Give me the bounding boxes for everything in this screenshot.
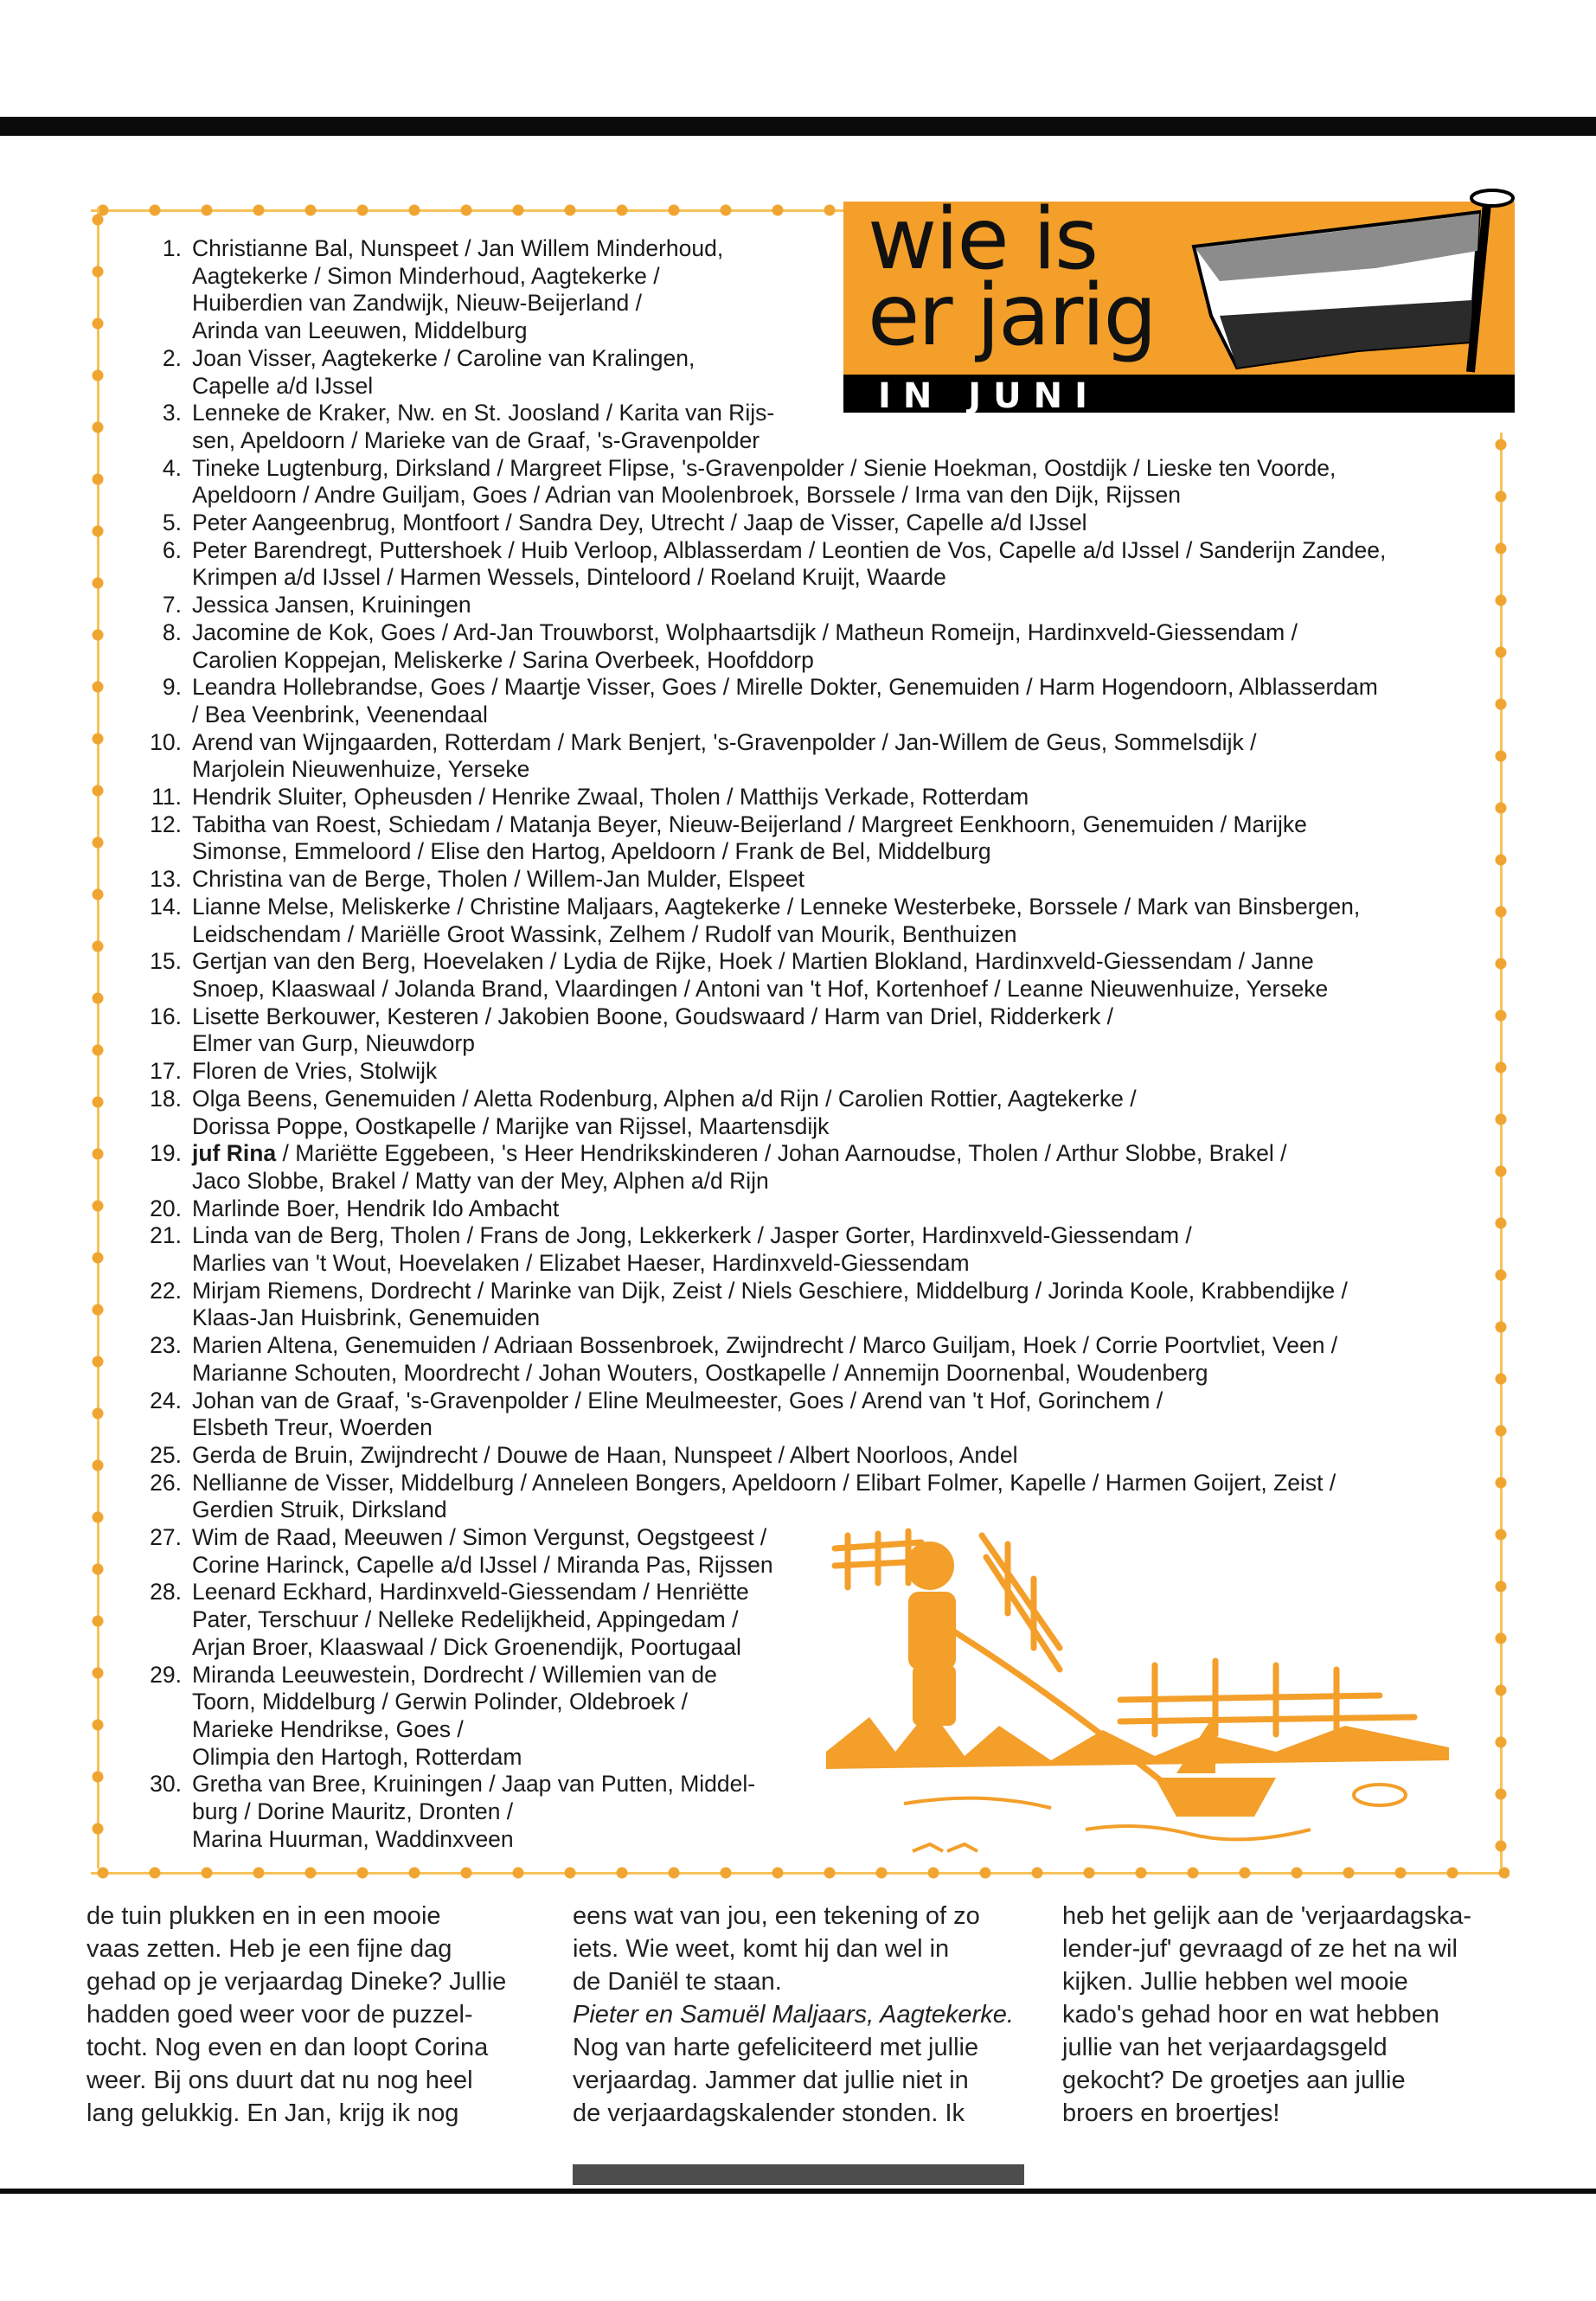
birthday-line: Snoep, Klaaswaal / Jolanda Brand, Vlaardingen / Antoni van 't Hof, Kortenhoef / Leanne Nieuwenhuize, Yerseke <box>192 975 1329 1002</box>
birthday-item <box>138 729 1524 784</box>
birthday-line: Marina Huurman, Waddinxveen <box>192 1825 514 1852</box>
birthday-line: Lianne Melse, Meliskerke / Christine Maljaars, Aagtekerke / Lenneke Westerbeke, Borssele / Mark van Binsbergen, <box>192 893 1361 920</box>
ornament-bottom <box>91 1862 1509 1884</box>
birthday-line: Marianne Schouten, Moordrecht / Johan Wouters, Oostkapelle / Annemijn Doornenbal, Woudenberg <box>192 1359 1208 1386</box>
birthday-item <box>138 948 1524 1003</box>
signature: Pieter en Samuël Maljaars, Aagtekerke. <box>573 2001 1014 2029</box>
birthday-item <box>138 674 1524 728</box>
day-number: 29. <box>150 1661 182 1688</box>
column-line: broers en broertjes! <box>1062 2099 1280 2127</box>
column-line: Nog van harte gefeliciteerd met jullie <box>573 2034 979 2061</box>
day-number: 4. <box>162 454 182 481</box>
birthday-item <box>138 1579 849 1661</box>
birthday-item <box>138 1195 1524 1223</box>
birthday-line: Joan Visser, Aagtekerke / Caroline van Kralingen, <box>192 344 695 371</box>
column-1 <box>87 1900 536 2130</box>
bold-name: juf Rina <box>192 1140 277 1167</box>
birthday-line: Johan van de Graaf, 's-Gravenpolder / Eline Meulmeester, Goes / Arend van 't Hof, Gorinchem / <box>192 1387 1163 1413</box>
birthday-item <box>138 537 1524 592</box>
day-number: 5. <box>162 510 182 536</box>
birthday-item <box>138 619 1524 674</box>
column-3 <box>1062 1900 1512 2130</box>
day-number: 1. <box>162 235 182 261</box>
birthday-line: Jaco Slobbe, Brakel / Matty van der Mey, Alphen a/d Rijn <box>192 1167 769 1194</box>
birthday-line: Elmer van Gurp, Nieuwdorp <box>192 1030 475 1057</box>
day-number: 18. <box>150 1085 182 1112</box>
header-subtitle: IN JUNI <box>878 376 1100 416</box>
birthday-line: Christianne Bal, Nunspeet / Jan Willem Minderhoud, <box>192 235 724 261</box>
day-number: 2. <box>162 344 182 371</box>
birthday-line: Peter Barendregt, Puttershoek / Huib Verloop, Alblasserdam / Leontien de Vos, Capelle a/d IJssel / Sanderijn Zandee, <box>192 536 1387 563</box>
boy-fishing-illustration <box>826 1518 1458 1864</box>
birthday-line: Simonse, Emmeloord / Elise den Hartog, Apeldoorn / Frank de Bel, Middelburg <box>192 838 991 865</box>
title-line-1: wie is <box>868 190 1098 289</box>
birthday-line: / Bea Veenbrink, Veenendaal <box>192 701 488 727</box>
column-line: kijken. Jullie hebben wel mooie <box>1062 1968 1408 1996</box>
birthday-line: Lenneke de Kraker, Nw. en St. Joosland / Karita van Rijs- <box>192 400 775 426</box>
birthday-line: Miranda Leeuwestein, Dordrecht / Willemien van de <box>192 1661 717 1688</box>
birthday-line: Jessica Jansen, Kruiningen <box>192 592 471 619</box>
day-number: 13. <box>150 866 182 893</box>
birthday-line: Peter Aangeenbrug, Montfoort / Sandra Dey, Utrecht / Jaap de Visser, Capelle a/d IJssel <box>192 510 1087 536</box>
birthday-line: Marjolein Nieuwenhuize, Yerseke <box>192 756 530 783</box>
birthday-item <box>138 1140 1524 1195</box>
column-line: eens wat van jou, een tekening of zo <box>573 1902 980 1930</box>
birthday-item <box>138 1058 1524 1086</box>
birthday-line: Mirjam Riemens, Dordrecht / Marinke van Dijk, Zeist / Niels Geschiere, Middelburg / Jorinda Koole, Krabbendijke / <box>192 1277 1348 1304</box>
birthday-line: Klaas-Jan Huisbrink, Genemuiden <box>192 1304 541 1331</box>
birthday-item <box>138 235 880 345</box>
birthday-line: Arinda van Leeuwen, Middelburg <box>192 317 528 344</box>
day-number: 28. <box>150 1579 182 1606</box>
birthday-item <box>138 1388 1524 1442</box>
birthday-line: Corine Harinck, Capelle a/d IJssel / Miranda Pas, Rijssen <box>192 1551 773 1578</box>
birthday-line: Tineke Lugtenburg, Dirksland / Margreet Flipse, 's-Gravenpolder / Sienie Hoekman, Oostdijk / Lieske ten Voorde, <box>192 454 1336 481</box>
day-number: 21. <box>150 1222 182 1249</box>
birthday-item <box>138 1524 849 1579</box>
birthday-line: Arend van Wijngaarden, Rotterdam / Mark Benjert, 's-Gravenpolder / Jan-Willem de Geus, Sommelsdijk / <box>192 728 1257 755</box>
column-line: iets. Wie weet, komt hij dan wel in <box>573 1935 950 1963</box>
birthday-item <box>138 1086 1524 1140</box>
birthday-item <box>138 1003 1524 1058</box>
column-line: gekocht? De groetjes aan jullie <box>1062 2067 1406 2094</box>
birthday-line: Leenard Eckhard, Hardinxveld-Giessendam / Henriëtte <box>192 1579 749 1606</box>
day-number: 3. <box>162 400 182 426</box>
column-line: de verjaardagskalender stonden. Ik <box>573 2099 965 2127</box>
birthday-line: Gertjan van den Berg, Hoevelaken / Lydia de Rijke, Hoek / Martien Blokland, Hardinxveld-Giessendam / Janne <box>192 948 1314 975</box>
birthday-line: burg / Dorine Mauritz, Dronten / <box>192 1798 514 1825</box>
column-line: lender-juf' gevraagd of ze het na wil <box>1062 1935 1458 1963</box>
day-number: 26. <box>150 1469 182 1496</box>
day-number: 9. <box>162 674 182 701</box>
bottom-black-bar <box>0 2189 1596 2194</box>
day-number: 14. <box>150 893 182 920</box>
birthday-line: Marlinde Boer, Hendrik Ido Ambacht <box>192 1195 560 1221</box>
birthday-line: Apeldoorn / Andre Guiljam, Goes / Adrian van Moolenbroek, Borssele / Irma van den Dijk, Rijssen <box>192 482 1182 509</box>
birthday-item <box>138 345 880 400</box>
birthday-item <box>138 866 1524 894</box>
birthday-line: Gerdien Struik, Dirksland <box>192 1497 447 1523</box>
birthday-line: Pater, Terschuur / Nelleke Redelijkheid, Appingedam / <box>192 1606 739 1633</box>
birthday-line: Carolien Koppejan, Meliskerke / Sarina Overbeek, Hoofddorp <box>192 646 814 673</box>
column-line: verjaardag. Jammer dat jullie niet in <box>573 2067 969 2094</box>
birthday-line <box>192 1140 1524 1168</box>
column-line: lang gelukkig. En Jan, krijg ik nog <box>87 2099 459 2127</box>
birthday-line: Marlies van 't Wout, Hoevelaken / Elizabet Haeser, Hardinxveld-Giessendam <box>192 1250 970 1277</box>
birthday-line: Christina van de Berge, Tholen / Willem-Jan Mulder, Elspeet <box>192 866 804 893</box>
column-line: tocht. Nog even en dan loopt Corina <box>87 2034 489 2061</box>
birthday-item <box>138 1771 849 1853</box>
birthday-line: Marien Altena, Genemuiden / Adriaan Bossenbroek, Zwijndrecht / Marco Guiljam, Hoek / Corrie Poortvliet, Veen / <box>192 1332 1338 1359</box>
day-number: 7. <box>162 592 182 619</box>
day-number: 20. <box>150 1195 182 1221</box>
birthday-item <box>138 592 1524 619</box>
column-line: de tuin plukken en in een mooie <box>87 1902 441 1930</box>
birthday-item <box>138 1470 1524 1524</box>
birthday-item <box>138 1662 849 1772</box>
day-number: 12. <box>150 811 182 837</box>
column-line: vaas zetten. Heb je een fijne dag <box>87 1935 452 1963</box>
column-line: de Daniël te staan. <box>573 1968 782 1996</box>
birthday-line: Marieke Hendrikse, Goes / <box>192 1715 464 1742</box>
birthday-line: Tabitha van Roest, Schiedam / Matanja Beyer, Nieuw-Beijerland / Margreet Eenkhoorn, Genemuiden / Marijke <box>192 811 1307 837</box>
birthday-line: Capelle a/d IJssel <box>192 372 374 399</box>
birthday-line: Olimpia den Hartogh, Rotterdam <box>192 1743 522 1770</box>
day-number: 24. <box>150 1387 182 1413</box>
ornament-left <box>87 208 109 1868</box>
day-number: 27. <box>150 1524 182 1551</box>
birthday-item <box>138 1442 1524 1470</box>
column-line: jullie van het verjaardagsgeld <box>1062 2034 1388 2061</box>
birthday-line: Dorissa Poppe, Oostkapelle / Marijke van Rijssel, Maartensdijk <box>192 1112 830 1139</box>
day-number: 23. <box>150 1332 182 1359</box>
column-line: gehad op je verjaardag Dineke? Jullie <box>87 1968 507 1996</box>
birthday-line: Elsbeth Treur, Woerden <box>192 1414 433 1441</box>
birthday-item <box>138 784 1524 811</box>
day-number: 6. <box>162 536 182 563</box>
day-number: 15. <box>150 948 182 975</box>
title-line-2: er jarig <box>868 266 1156 365</box>
birthday-item <box>138 400 880 454</box>
birthday-item <box>138 1278 1524 1332</box>
birthday-item <box>138 455 1524 510</box>
birthday-line: Gerda de Bruin, Zwijndrecht / Douwe de Haan, Nunspeet / Albert Noorloos, Andel <box>192 1441 1018 1468</box>
birthday-line: Gretha van Bree, Kruiningen / Jaap van Putten, Middel- <box>192 1771 756 1798</box>
birthday-item <box>138 510 1524 537</box>
day-number: 22. <box>150 1277 182 1304</box>
birthday-line: Huiberdien van Zandwijk, Nieuw-Beijerland / <box>192 290 642 317</box>
top-black-bar <box>0 117 1596 136</box>
day-number: 30. <box>150 1771 182 1798</box>
day-number: 16. <box>150 1003 182 1029</box>
birthday-line: Olga Beens, Genemuiden / Aletta Rodenburg, Alphen a/d Rijn / Carolien Rottier, Aagtekerke / <box>192 1085 1137 1112</box>
column-2 <box>573 1900 1022 2130</box>
birthday-line: Hendrik Sluiter, Opheusden / Henrike Zwaal, Tholen / Matthijs Verkade, Rotterdam <box>192 784 1029 811</box>
footer-bar <box>573 2164 1024 2185</box>
ornament-top <box>91 199 852 221</box>
birthday-line: Nellianne de Visser, Middelburg / Anneleen Bongers, Apeldoorn / Elibart Folmer, Kapelle / Harmen Goijert, Zeist / <box>192 1469 1336 1496</box>
column-line: kado's gehad hoor en wat hebben <box>1062 2001 1440 2029</box>
birthday-item <box>138 894 1524 948</box>
birthday-line-text: / Mariëtte Eggebeen, 's Heer Hendrikskinderen / Johan Aarnoudse, Tholen / Arthur Slobbe, Brakel / <box>276 1140 1287 1167</box>
day-number: 8. <box>162 619 182 645</box>
day-number: 25. <box>150 1441 182 1468</box>
birthday-line: sen, Apeldoorn / Marieke van de Graaf, 's-Gravenpolder <box>192 426 760 453</box>
birthday-line: Toorn, Middelburg / Gerwin Polinder, Oldebroek / <box>192 1689 688 1715</box>
column-line: hadden goed weer voor de puzzel- <box>87 2001 473 2029</box>
birthday-line: Linda van de Berg, Tholen / Frans de Jong, Lekkerkerk / Jasper Gorter, Hardinxveld-Giessendam / <box>192 1222 1192 1249</box>
column-line: weer. Bij ons duurt dat nu nog heel <box>87 2067 473 2094</box>
day-number: 19. <box>150 1140 182 1167</box>
day-number: 10. <box>150 728 182 755</box>
birthday-line: Lisette Berkouwer, Kesteren / Jakobien Boone, Goudswaard / Harm van Driel, Ridderkerk / <box>192 1003 1113 1029</box>
day-number: 17. <box>150 1058 182 1085</box>
birthday-item <box>138 1222 1524 1277</box>
birthday-line: Aagtekerke / Simon Minderhoud, Aagtekerke / <box>192 262 660 289</box>
birthday-item <box>138 811 1524 866</box>
birthday-line: Leidschendam / Mariëlle Groot Wassink, Zelhem / Rudolf van Mourik, Benthuizen <box>192 920 1017 947</box>
day-number: 11. <box>151 784 182 811</box>
birthday-line: Wim de Raad, Meeuwen / Simon Vergunst, Oegstgeest / <box>192 1524 767 1551</box>
birthday-line: Floren de Vries, Stolwijk <box>192 1058 438 1085</box>
birthday-line: Krimpen a/d IJssel / Harmen Wessels, Dinteloord / Roeland Kruijt, Waarde <box>192 564 946 591</box>
birthday-line: Arjan Broer, Klaaswaal / Dick Groenendijk, Poortugaal <box>192 1633 741 1660</box>
birthday-item <box>138 1332 1524 1387</box>
column-line: heb het gelijk aan de 'verjaardagska- <box>1062 1902 1472 1930</box>
birthday-line: Leandra Hollebrandse, Goes / Maartje Visser, Goes / Mirelle Dokter, Genemuiden / Harm Hogendoorn, Alblasserdam <box>192 674 1378 701</box>
birthday-line: Jacomine de Kok, Goes / Ard-Jan Trouwborst, Wolphaartsdijk / Matheun Romeijn, Hardinxveld-Giessendam / <box>192 619 1298 645</box>
